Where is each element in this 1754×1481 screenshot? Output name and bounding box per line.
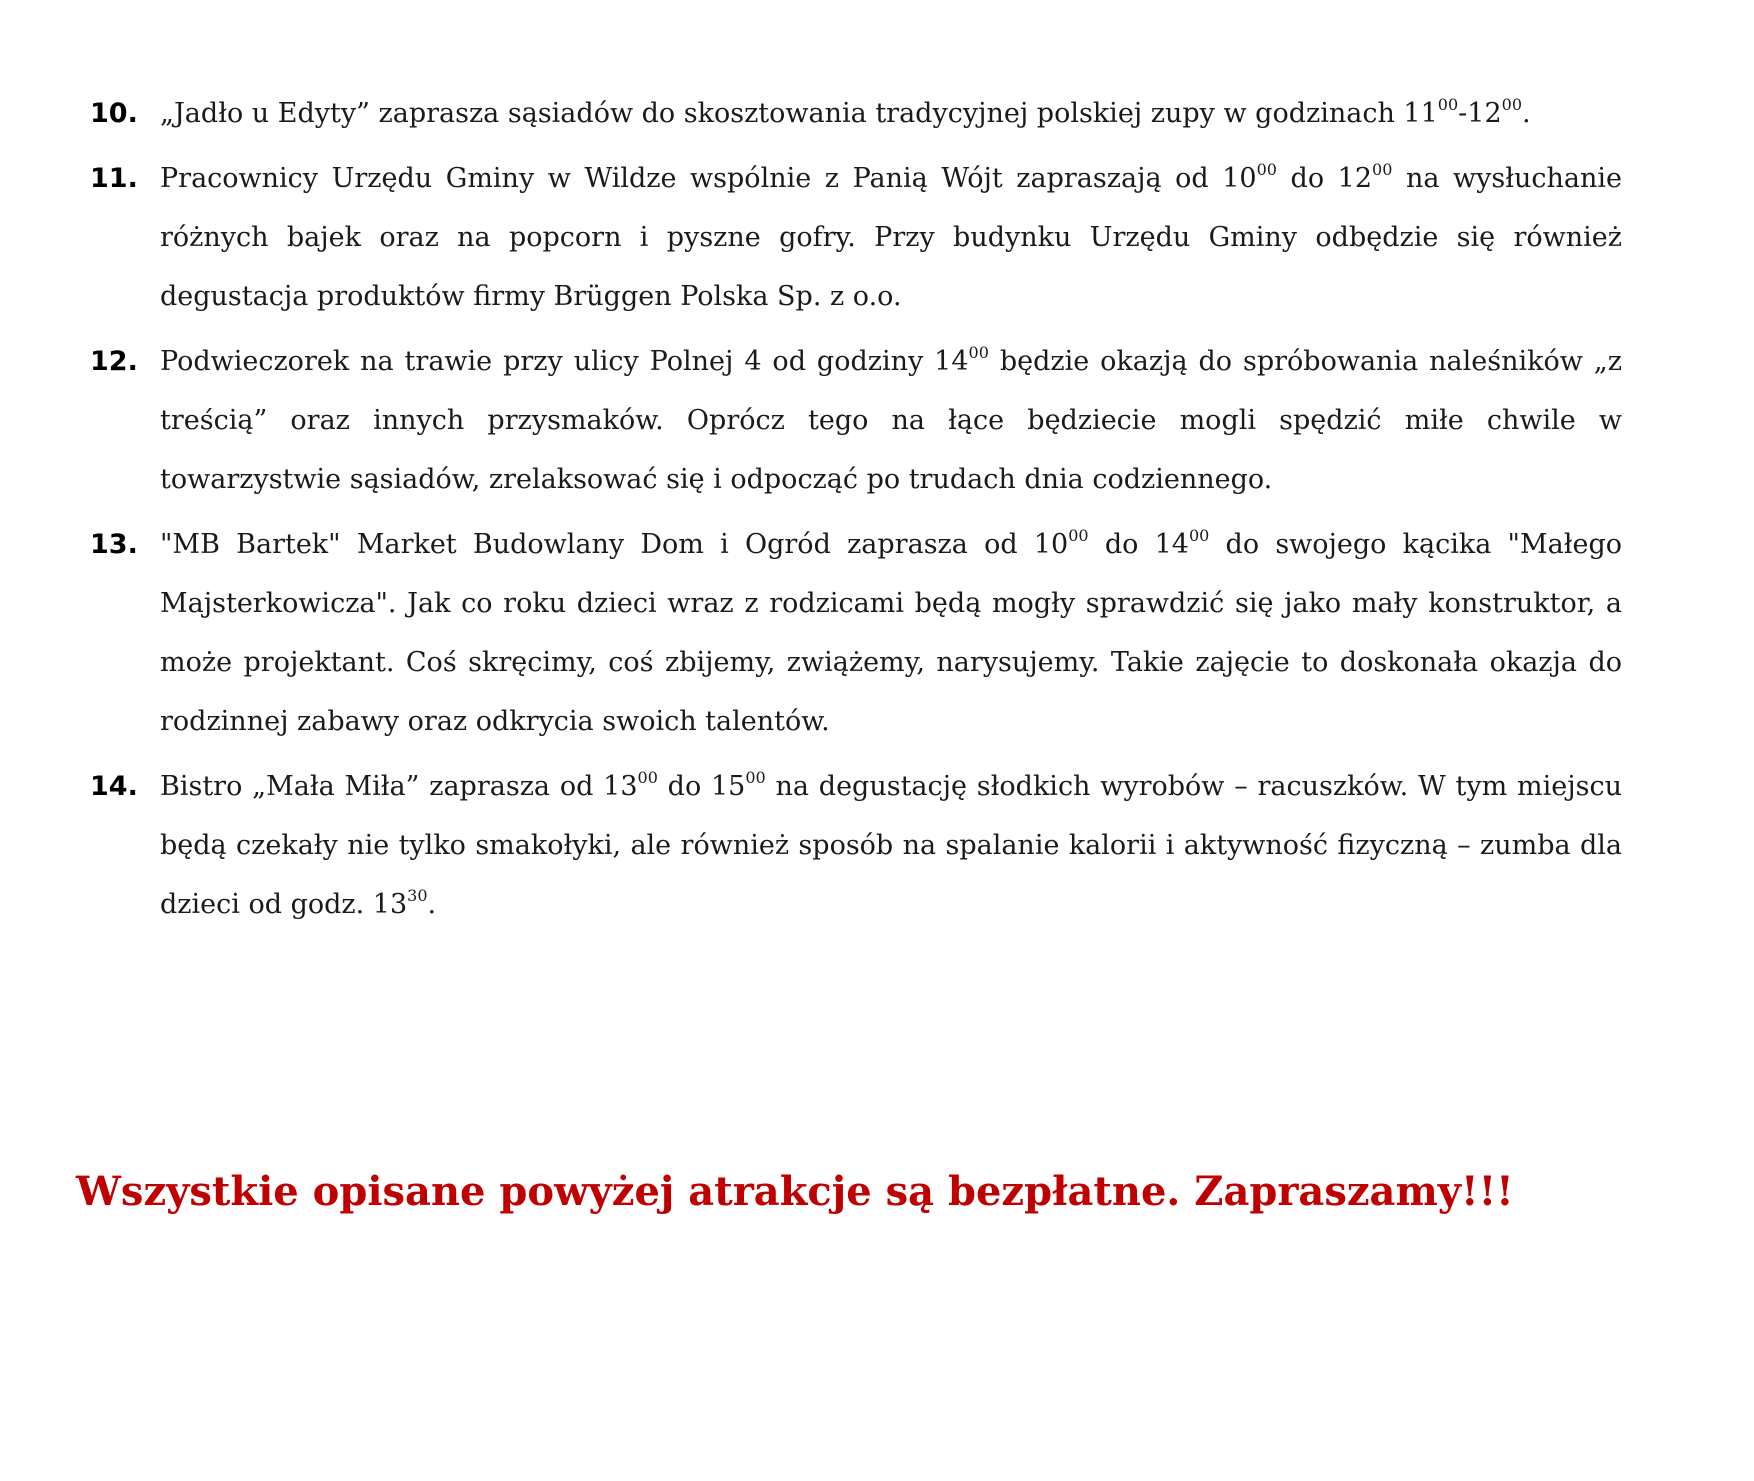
item-number: 13.	[90, 529, 138, 560]
list-item-14	[90, 757, 1622, 934]
item-text: „Jadło u Edyty” zaprasza sąsiadów do skosztowania tradycyjnej polskiej zupy w godzinach $11^{00}-12^{00}$.	[160, 95, 1531, 129]
item-text: Bistro „Mała Miła” zaprasza od $13^{00}$ do $15^{00}$ na degustację słodkich wyrobów – racuszków. W tym miejscu będą czekały nie tylko smakołyki, ale również sposób na spalanie kalorii i aktywność fizyczną – zumba dla dzieci od godz. $13^{30}$.	[160, 768, 1622, 920]
closing-announcement: Wszystkie opisane powyżej atrakcje są bezpłatne. Zapraszamy!!!	[76, 1168, 1514, 1215]
list-item-11	[90, 149, 1622, 326]
item-number: 12.	[90, 346, 138, 377]
item-number: 14.	[90, 771, 138, 802]
list-item-13	[90, 515, 1622, 751]
item-number: 10.	[90, 98, 138, 129]
item-text: "MB Bartek" Market Budowlany Dom i Ogród zaprasza od $10^{00}$ do $14^{00}$ do swojego kącika "Małego Majsterkowicza". Jak co roku dzieci wraz z rodzicami będą mogły sprawdzić się jako mały konstruktor, a może projektant. Coś skręcimy, coś zbijemy, zwiążemy, narysujemy. Takie zajęcie to doskonała okazja do rodzinnej zabawy oraz odkrycia swoich talentów.	[160, 526, 1622, 737]
item-text: Pracownicy Urzędu Gminy w Wildze wspólnie z Panią Wójt zapraszają od $10^{00}$ do $12^{00}$ na wysłuchanie różnych bajek oraz na popcorn i pyszne gofry. Przy budynku Urzędu Gminy odbędzie się również degustacja produktów firmy Brüggen Polska Sp. z o.o.	[160, 160, 1622, 312]
item-text: Podwieczorek na trawie przy ulicy Polnej 4 od godziny $14^{00}$ będzie okazją do spróbowania naleśników „z treścią” oraz innych przysmaków. Oprócz tego na łące będziecie mogli spędzić miłe chwile w towarzystwie sąsiadów, zrelaksować się i odpocząć po trudach dnia codziennego.	[160, 343, 1622, 495]
item-number: 11.	[90, 163, 138, 194]
event-list	[90, 84, 1622, 940]
list-item-12	[90, 332, 1622, 509]
list-item-10	[90, 84, 1622, 143]
